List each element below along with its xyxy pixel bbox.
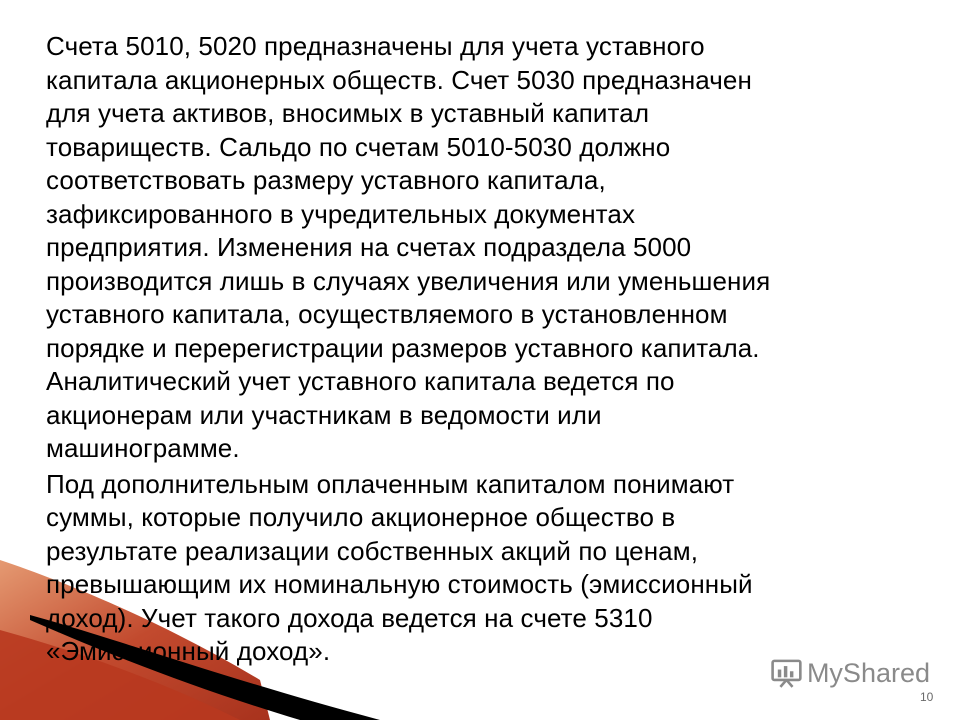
page-number: 10 [920,690,934,704]
text-line: товариществ. Сальдо по счетам 5010-5030 должно [46,131,671,162]
myshared-logo [770,655,930,691]
text-line: порядке и перерегистрации размеров уставного капитала. [46,332,760,363]
presentation-board-icon [770,656,803,690]
text-line: предприятия. Изменения на счетах подраздела 5000 [46,232,692,262]
text-line: результате реализации собственных акций по ценам, [46,535,699,566]
text-line: соответствовать размеру уставного капитала, [46,165,606,195]
text-line: Счета 5010, 5020 предназначены для учета уставного [46,31,705,61]
logo-text: MyShared [806,657,930,688]
slide-body [46,30,926,671]
text-line: производится лишь в случаях увеличения или уменьшения [46,265,771,296]
paragraph-additional-capital [46,468,926,669]
text-line: акционерам или участникам в ведомости или [46,399,602,430]
text-line: уставного капитала, осуществляемого в установленном [46,299,728,329]
text-line: зафиксированного в учредительных документах [46,198,636,229]
text-line: Аналитический учет уставного капитала ведется по [46,366,675,396]
text-line: доход). Учет такого дохода ведется на счете 5310 [46,602,653,633]
text-line: для учета активов, вносимых в уставный капитал [46,98,650,128]
text-line: Под дополнительным оплаченным капиталом понимают [46,468,735,499]
text-line: превышающим их номинальную стоимость (эмиссионный [46,569,753,599]
text-line: суммы, которые получило акционерное общество в [46,502,676,532]
text-line: машинограмме. [46,433,240,463]
paragraph-share-capital [46,30,926,466]
text-line: капитала акционерных обществ. Счет 5030 предназначен [46,64,752,95]
text-line: «Эмиссионный доход». [46,636,331,666]
